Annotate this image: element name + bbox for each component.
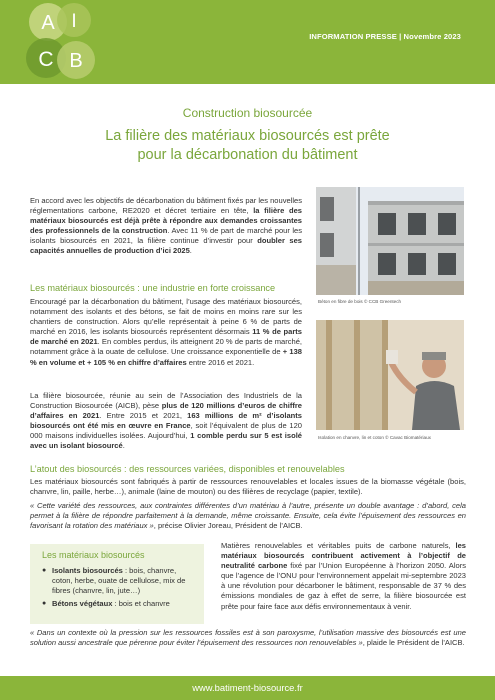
- list-item: [42, 566, 198, 596]
- sidebox-title: Les matériaux biosourcés: [42, 550, 145, 560]
- list-item-text: : bois et chanvre: [112, 599, 170, 609]
- title-line-2: pour la décarbonation du bâtiment: [137, 147, 358, 163]
- carbon-neutrality-paragraph: [221, 541, 466, 612]
- list-item-label: Isolants biosourcés: [52, 566, 123, 575]
- logo-letter-b: B: [69, 50, 83, 72]
- body-text: Encouragé par la décarbonation du bâtiment, l’usage des matériaux biosourcés, notamment des isolants et des bétons, se fait de moins en moins rare sur les chantiers de construction. Alors qu’elle représentait à peine 6 % de parts de marché en 2016, les isolants biosourcés représentent désormais: [30, 297, 302, 337]
- photo-wood-fiber-concrete-building: [316, 187, 464, 295]
- photo-caption-2: Isolation en chanvre, lin et coton © Cavac Biomatériaux: [318, 435, 431, 440]
- aicb-logo: [2, 0, 102, 84]
- body-text: fixé par l’Union Européenne à l’horizon 2050. Alors que l’agence de l’ONU pour l’environnement appelait mi-septembre 2023 à une révolution pour décarboner le bâtiment, responsable de 37 % des émissions mondiales de gaz à effet de serre, la filière biosourcée est prête pour faire face aux défis environnementaux à venir.: [221, 561, 466, 611]
- body-text: .: [122, 441, 125, 451]
- heading-industry: Les matériaux biosourcés : une industrie en forte croissance: [30, 283, 276, 293]
- body-bold: 11 % de parts de marché en 2021: [30, 327, 302, 347]
- body-text: , soit l’équivalent de plus de 120 000 maisons individuelles isolées. Aujourd’hui,: [30, 421, 302, 441]
- sidebox-list: [42, 566, 198, 612]
- materials-sidebox: [30, 544, 204, 624]
- heading-assets: L’atout des biosourcés : des ressources variées, disponibles et renouvelables: [30, 464, 345, 474]
- photo-caption-1: Béton en fibre de bois © CCB Greentech: [318, 299, 402, 304]
- title-line-1: La filière des matériaux biosourcés est prête: [105, 128, 390, 144]
- insulation-illustration: [316, 320, 464, 430]
- body-bold: les matériaux biosourcés contribuent activement à l’objectif de neutralité carbone: [221, 541, 466, 571]
- header-banner: [0, 0, 495, 84]
- body-bold: 163 millions de m² d’isolants biosourcés ont été mis en œuvre en France: [30, 411, 302, 431]
- intro-bold: doubler ses capacités annuelles de production d’ici 2025: [30, 236, 303, 256]
- industry-paragraph-1: [30, 297, 302, 368]
- logo-letter-c: C: [38, 48, 54, 71]
- quote-attribution: , précise Olivier Joreau, Président de l’AICB.: [153, 521, 303, 531]
- intro-text: . Avec 11 % de part de marché pour les isolants biosourcés en 2021, la filière continue d’investir pour: [30, 226, 302, 246]
- body-text: La filière biosourcée, réunie au sein de l’Association des Industriels de la Construction Biosourcée (AICB), pèse: [30, 391, 302, 411]
- assets-paragraph: Les matériaux biosourcés sont fabriqués à partir de ressources renouvelables et locales issues de la biomasse végétale (bois, chanvre, lin, paille, herbe…), animale (laine de mouton) ou des filières de recyclage (papier, textile).: [30, 477, 466, 497]
- logo-letter-i: I: [71, 11, 77, 32]
- body-text: Matières renouvelables et véritables puits de carbone naturels,: [221, 541, 456, 550]
- body-text: entre 2016 et 2021.: [186, 357, 255, 367]
- list-item: [42, 599, 198, 609]
- bullet-icon: ●: [42, 600, 47, 608]
- quote-italic: « Dans un contexte où la pression sur les ressources fossiles est à son paroxysme, l’utilisation massive des biosourcés est une solution aussi ancestrale que pérenne pour éviter l’épuisement des ressources non renouvelables »: [30, 628, 466, 648]
- quote-attribution: , plaide le Président de l’AICB.: [362, 638, 465, 648]
- industry-paragraph-2: [30, 391, 302, 452]
- logo-letter-a: A: [41, 12, 55, 34]
- list-item-text: : bois, chanvre, coton, herbe, ouate de cellulose, mix de fibres (chanvre, lin, jute…): [52, 566, 186, 596]
- list-item-label: Bétons végétaux: [52, 599, 113, 609]
- intro-text: En accord avec les objectifs de décarbonation du bâtiment fixés par les nouvelles réglementations carbone, RE2020 et décret tertiaire en tête,: [30, 196, 302, 216]
- page-title: [60, 127, 435, 165]
- intro-bold: la filière des matériaux biosourcés est déjà prête à répondre aux demandes croissantes des professionnels de la construction: [30, 206, 302, 236]
- intro-text: .: [189, 246, 192, 256]
- building-illustration: [316, 187, 464, 295]
- body-bold: 1 comble perdu sur 5 est isolé avec un isolant biosourcé: [30, 431, 302, 451]
- photo-hemp-insulation-worker: [316, 320, 464, 430]
- body-text: . En combles perdus, ils atteignent 20 % de parts de marché, notamment grâce à la ouate de cellulose. Une croissance exponentielle de: [30, 337, 302, 357]
- quote-president-1: [30, 501, 466, 531]
- quote-president-2: [30, 628, 466, 648]
- quote-italic: « Cette variété des ressources, aux contraintes différentes d’un matériau à l’autre, présente un double avantage : d’abord, cela permet à la filière de répondre parfaitement à la demande, même croissante. Ensuite, cela évite l’épuisement des ressources en favorisant la rotation des matériaux »: [30, 501, 466, 531]
- body-bold: + 138 % en volume et + 105 % en chiffre d’affaires: [30, 347, 302, 367]
- intro-paragraph: [30, 196, 302, 257]
- body-text: . Entre 2015 et 2021,: [99, 411, 188, 421]
- press-label: INFORMATION PRESSE | Novembre 2023: [309, 32, 461, 41]
- section-kicker: Construction biosourcée: [182, 106, 313, 120]
- bullet-icon: ●: [42, 567, 47, 574]
- footer-banner: [0, 676, 495, 700]
- website-link[interactable]: www.batiment-biosource.fr: [192, 682, 303, 693]
- body-bold: plus de 120 millions d’euros de chiffre d’affaires en 2021: [30, 401, 302, 421]
